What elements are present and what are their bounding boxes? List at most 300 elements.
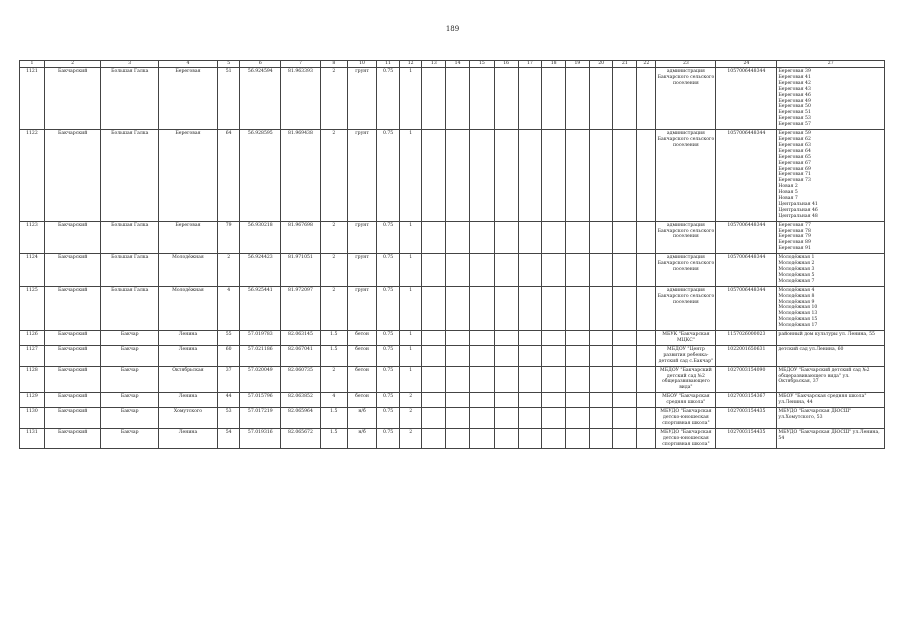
cell-house: 51 — [217, 68, 240, 130]
cell-empty — [494, 408, 518, 429]
cell-empty — [469, 286, 494, 330]
cell-empty — [542, 254, 566, 287]
cell-house: 79 — [217, 221, 240, 254]
cell-empty — [469, 345, 494, 366]
cell-ogrn: 1057006448344 — [716, 130, 777, 222]
header-cell: 20 — [589, 61, 613, 68]
cell-empty — [469, 428, 494, 449]
cell-district: Бакчарский — [44, 428, 101, 449]
cell-col-11: 0.75 — [377, 428, 400, 449]
table-row — [20, 286, 885, 330]
header-cell: 23 — [656, 61, 716, 68]
cell-empty — [494, 221, 518, 254]
cell-empty — [637, 130, 656, 222]
cell-surface: грунт — [347, 130, 376, 222]
cell-empty — [589, 254, 613, 287]
header-cell: 3 — [101, 61, 159, 68]
table-row — [20, 130, 885, 222]
cell-district: Бакчарский — [44, 393, 101, 408]
cell-col-11: 0.75 — [377, 68, 400, 130]
cell-addresses: районный дом культуры ул. Ленина, 55 — [777, 331, 885, 346]
cell-settlement: Большая Галка — [101, 254, 159, 287]
cell-longitude: 81.971051 — [281, 254, 321, 287]
cell-empty — [469, 221, 494, 254]
cell-empty — [494, 366, 518, 393]
cell-width: 2 — [320, 68, 347, 130]
cell-street: Молодёжная — [159, 254, 218, 287]
cell-empty — [446, 393, 470, 408]
cell-district: Бакчарский — [44, 408, 101, 429]
header-cell: 24 — [716, 61, 777, 68]
cell-empty — [637, 428, 656, 449]
cell-empty — [637, 68, 656, 130]
cell-settlement: Бакчар — [101, 331, 159, 346]
header-cell: 15 — [469, 61, 494, 68]
cell-number: 1128 — [20, 366, 45, 393]
cell-district: Бакчарский — [44, 345, 101, 366]
cell-house: 37 — [217, 366, 240, 393]
cell-empty — [542, 345, 566, 366]
cell-empty — [589, 331, 613, 346]
cell-latitude: 56.930218 — [240, 221, 281, 254]
cell-ogrn: 1027003154090 — [716, 366, 777, 393]
table-row — [20, 408, 885, 429]
cell-settlement: Бакчар — [101, 408, 159, 429]
cell-street: Береговая — [159, 68, 218, 130]
cell-empty — [589, 393, 613, 408]
cell-empty — [566, 331, 590, 346]
cell-empty — [637, 221, 656, 254]
cell-empty — [422, 254, 446, 287]
table-row — [20, 221, 885, 254]
cell-longitude: 82.063145 — [281, 331, 321, 346]
header-cell: 11 — [377, 61, 400, 68]
cell-col-12: 2 — [399, 408, 422, 429]
header-cell: 12 — [399, 61, 422, 68]
cell-empty — [566, 286, 590, 330]
table-row — [20, 345, 885, 366]
cell-col-12: 1 — [399, 345, 422, 366]
cell-ogrn: 1157026000023 — [716, 331, 777, 346]
cell-empty — [446, 428, 470, 449]
cell-surface: бетон — [347, 345, 376, 366]
cell-surface: бетон — [347, 393, 376, 408]
cell-owner: МБУДО "Бакчарская детско-юношеская спортивная школа" — [656, 428, 716, 449]
cell-width: 1.5 — [320, 331, 347, 346]
cell-empty — [494, 68, 518, 130]
header-cell: 17 — [518, 61, 542, 68]
cell-col-11: 0.75 — [377, 254, 400, 287]
cell-house: 2 — [217, 254, 240, 287]
cell-surface: грунт — [347, 286, 376, 330]
cell-empty — [518, 68, 542, 130]
cell-empty — [518, 286, 542, 330]
cell-street: Береговая — [159, 130, 218, 222]
cell-col-11: 0.75 — [377, 130, 400, 222]
cell-empty — [542, 408, 566, 429]
header-cell: 8 — [320, 61, 347, 68]
cell-addresses: Молодёжная 1 Молодёжная 2 Молодёжная 3 Молодёжная 5 Молодёжная 7 — [777, 254, 885, 287]
cell-empty — [542, 331, 566, 346]
cell-empty — [589, 130, 613, 222]
cell-empty — [518, 130, 542, 222]
cell-empty — [494, 345, 518, 366]
cell-latitude: 57.019316 — [240, 428, 281, 449]
cell-empty — [589, 221, 613, 254]
cell-ogrn: 1057006448344 — [716, 221, 777, 254]
header-row — [20, 61, 885, 68]
cell-empty — [494, 393, 518, 408]
cell-empty — [613, 254, 637, 287]
cell-street: Ленина — [159, 345, 218, 366]
cell-number: 1122 — [20, 130, 45, 222]
cell-longitude: 81.972097 — [281, 286, 321, 330]
cell-empty — [542, 286, 566, 330]
cell-width: 2 — [320, 366, 347, 393]
cell-number: 1123 — [20, 221, 45, 254]
cell-empty — [446, 345, 470, 366]
cell-number: 1121 — [20, 68, 45, 130]
cell-owner: администрация Бакчарского сельского поселения — [656, 286, 716, 330]
cell-street: Хомутского — [159, 408, 218, 429]
cell-width: 1.5 — [320, 428, 347, 449]
cell-empty — [518, 393, 542, 408]
cell-addresses: детский сад ул.Ленина, 60 — [777, 345, 885, 366]
table-row — [20, 393, 885, 408]
cell-empty — [494, 130, 518, 222]
cell-empty — [422, 428, 446, 449]
cell-settlement: Большая Галка — [101, 130, 159, 222]
cell-number: 1124 — [20, 254, 45, 287]
cell-owner: администрация Бакчарского сельского поселения — [656, 130, 716, 222]
cell-empty — [469, 393, 494, 408]
cell-house: 60 — [217, 345, 240, 366]
cell-district: Бакчарский — [44, 366, 101, 393]
cell-empty — [589, 408, 613, 429]
cell-settlement: Бакчар — [101, 366, 159, 393]
cell-owner: МБУДО "Бакчарская детско-юношеская спортивная школа" — [656, 408, 716, 429]
cell-owner: администрация Бакчарского сельского поселения — [656, 221, 716, 254]
cell-owner: администрация Бакчарского сельского поселения — [656, 254, 716, 287]
cell-settlement: Большая Галка — [101, 221, 159, 254]
cell-width: 2 — [320, 221, 347, 254]
cell-empty — [566, 408, 590, 429]
registry-table — [19, 60, 885, 449]
cell-empty — [422, 366, 446, 393]
cell-empty — [566, 221, 590, 254]
cell-empty — [422, 331, 446, 346]
cell-empty — [613, 331, 637, 346]
cell-street: Ленина — [159, 428, 218, 449]
cell-longitude: 82.065964 — [281, 408, 321, 429]
cell-empty — [422, 286, 446, 330]
cell-surface: н/б — [347, 408, 376, 429]
header-cell: 21 — [613, 61, 637, 68]
cell-street: Октябрьская — [159, 366, 218, 393]
cell-settlement: Бакчар — [101, 428, 159, 449]
cell-empty — [566, 366, 590, 393]
header-cell: 27 — [777, 61, 885, 68]
cell-owner: МБУК "Бакчарская МЦКС" — [656, 331, 716, 346]
cell-col-11: 0.75 — [377, 345, 400, 366]
cell-house: 64 — [217, 130, 240, 222]
cell-surface: грунт — [347, 221, 376, 254]
cell-district: Бакчарский — [44, 68, 101, 130]
cell-addresses: Молодёжная 4 Молодёжная 8 Молодёжная 9 Молодёжная 10 Молодёжная 13 Молодёжная 15 Молодёжная 17 — [777, 286, 885, 330]
cell-surface: грунт — [347, 254, 376, 287]
cell-empty — [566, 393, 590, 408]
cell-addresses: МБДОУ "Бакчарский детский сад №2 общеразвивающего вида" ул. Октябрьская, 37 — [777, 366, 885, 393]
cell-empty — [613, 393, 637, 408]
cell-empty — [446, 331, 470, 346]
cell-empty — [589, 366, 613, 393]
cell-longitude: 82.067041 — [281, 345, 321, 366]
cell-empty — [469, 130, 494, 222]
cell-ogrn: 1057006448344 — [716, 286, 777, 330]
cell-empty — [446, 221, 470, 254]
cell-empty — [494, 428, 518, 449]
cell-surface: грунт — [347, 68, 376, 130]
cell-settlement: Большая Галка — [101, 286, 159, 330]
cell-empty — [469, 366, 494, 393]
cell-empty — [446, 408, 470, 429]
cell-width: 1.5 — [320, 408, 347, 429]
cell-ogrn: 1057006448344 — [716, 68, 777, 130]
cell-empty — [518, 408, 542, 429]
cell-col-12: 1 — [399, 221, 422, 254]
cell-empty — [589, 428, 613, 449]
cell-ogrn: 1027003154435 — [716, 408, 777, 429]
cell-street: Ленина — [159, 393, 218, 408]
cell-empty — [566, 345, 590, 366]
cell-empty — [589, 68, 613, 130]
table-row — [20, 428, 885, 449]
table-row — [20, 366, 885, 393]
cell-empty — [494, 331, 518, 346]
table-row — [20, 254, 885, 287]
cell-empty — [542, 366, 566, 393]
cell-empty — [422, 408, 446, 429]
cell-empty — [637, 408, 656, 429]
cell-empty — [469, 331, 494, 346]
cell-empty — [422, 221, 446, 254]
cell-col-12: 2 — [399, 428, 422, 449]
cell-empty — [637, 254, 656, 287]
cell-house: 4 — [217, 286, 240, 330]
cell-col-11: 0.75 — [377, 221, 400, 254]
header-cell: 13 — [422, 61, 446, 68]
cell-empty — [422, 68, 446, 130]
cell-empty — [469, 408, 494, 429]
cell-col-11: 0.75 — [377, 331, 400, 346]
cell-width: 2 — [320, 130, 347, 222]
cell-empty — [542, 68, 566, 130]
cell-width: 2 — [320, 286, 347, 330]
cell-longitude: 82.060735 — [281, 366, 321, 393]
cell-street: Ленина — [159, 331, 218, 346]
cell-empty — [542, 130, 566, 222]
header-cell: 10 — [347, 61, 376, 68]
cell-empty — [613, 130, 637, 222]
cell-empty — [637, 331, 656, 346]
header-cell: 4 — [159, 61, 218, 68]
cell-latitude: 56.924423 — [240, 254, 281, 287]
cell-empty — [446, 366, 470, 393]
cell-ogrn: 1027003154367 — [716, 393, 777, 408]
header-cell: 6 — [240, 61, 281, 68]
cell-col-11: 0.75 — [377, 393, 400, 408]
cell-ogrn: 1057006448344 — [716, 254, 777, 287]
cell-longitude: 82.065672 — [281, 428, 321, 449]
cell-owner: МБДОУ "Бакчарский детский сад №2 общеразвивающего вида" — [656, 366, 716, 393]
cell-col-12: 1 — [399, 286, 422, 330]
cell-empty — [422, 130, 446, 222]
cell-empty — [542, 428, 566, 449]
cell-latitude: 57.019783 — [240, 331, 281, 346]
cell-addresses: Береговая 77 Береговая 78 Береговая 79 Береговая 89 Береговая 91 — [777, 221, 885, 254]
cell-longitude: 81.963393 — [281, 68, 321, 130]
cell-empty — [566, 428, 590, 449]
cell-house: 53 — [217, 408, 240, 429]
header-cell: 19 — [566, 61, 590, 68]
cell-empty — [566, 254, 590, 287]
cell-empty — [637, 345, 656, 366]
cell-ogrn: 1022001650631 — [716, 345, 777, 366]
cell-empty — [637, 393, 656, 408]
cell-surface: бетон — [347, 366, 376, 393]
cell-col-11: 0.75 — [377, 366, 400, 393]
cell-surface: н/б — [347, 428, 376, 449]
page-number: 189 — [445, 25, 460, 33]
header-cell: 1 — [20, 61, 45, 68]
cell-empty — [446, 68, 470, 130]
cell-empty — [613, 345, 637, 366]
cell-empty — [518, 331, 542, 346]
cell-empty — [542, 393, 566, 408]
cell-latitude: 56.924594 — [240, 68, 281, 130]
cell-district: Бакчарский — [44, 130, 101, 222]
cell-empty — [613, 408, 637, 429]
cell-number: 1130 — [20, 408, 45, 429]
cell-empty — [518, 221, 542, 254]
cell-empty — [613, 366, 637, 393]
cell-district: Бакчарский — [44, 286, 101, 330]
cell-surface: бетон — [347, 331, 376, 346]
cell-empty — [518, 428, 542, 449]
header-cell: 14 — [446, 61, 470, 68]
cell-empty — [589, 286, 613, 330]
cell-street: Береговая — [159, 221, 218, 254]
cell-addresses: Береговая 39 Береговая 41 Береговая 42 Береговая 43 Береговая 46 Береговая 49 Береговая 50 Береговая 51 Береговая 53 Береговая 57 — [777, 68, 885, 130]
cell-empty — [518, 366, 542, 393]
cell-longitude: 81.969438 — [281, 130, 321, 222]
cell-district: Бакчарский — [44, 254, 101, 287]
cell-empty — [422, 345, 446, 366]
cell-owner: МБОУ "Бакчарская средняя школа" — [656, 393, 716, 408]
cell-number: 1129 — [20, 393, 45, 408]
cell-district: Бакчарский — [44, 221, 101, 254]
cell-empty — [566, 130, 590, 222]
cell-empty — [518, 254, 542, 287]
cell-number: 1125 — [20, 286, 45, 330]
header-cell: 18 — [542, 61, 566, 68]
cell-empty — [518, 345, 542, 366]
cell-width: 4 — [320, 393, 347, 408]
cell-col-11: 0.75 — [377, 286, 400, 330]
cell-longitude: 82.063852 — [281, 393, 321, 408]
cell-empty — [613, 428, 637, 449]
cell-settlement: Большая Галка — [101, 68, 159, 130]
cell-addresses: МБОУ "Бакчарская средняя школа" ул.Ленина, 44 — [777, 393, 885, 408]
cell-col-11: 0.75 — [377, 408, 400, 429]
cell-empty — [494, 254, 518, 287]
cell-empty — [542, 221, 566, 254]
cell-col-12: 1 — [399, 331, 422, 346]
header-cell: 16 — [494, 61, 518, 68]
cell-empty — [422, 393, 446, 408]
cell-street: Молодёжная — [159, 286, 218, 330]
cell-empty — [637, 366, 656, 393]
cell-empty — [613, 221, 637, 254]
cell-col-12: 1 — [399, 130, 422, 222]
cell-latitude: 56.928595 — [240, 130, 281, 222]
cell-settlement: Бакчар — [101, 345, 159, 366]
cell-house: 55 — [217, 331, 240, 346]
cell-col-12: 1 — [399, 68, 422, 130]
cell-number: 1126 — [20, 331, 45, 346]
cell-latitude: 57.020049 — [240, 366, 281, 393]
cell-settlement: Бакчар — [101, 393, 159, 408]
cell-empty — [637, 286, 656, 330]
cell-empty — [469, 68, 494, 130]
cell-col-12: 2 — [399, 393, 422, 408]
header-cell: 22 — [637, 61, 656, 68]
cell-latitude: 57.015796 — [240, 393, 281, 408]
cell-empty — [446, 130, 470, 222]
cell-col-12: 1 — [399, 254, 422, 287]
cell-col-12: 1 — [399, 366, 422, 393]
cell-number: 1127 — [20, 345, 45, 366]
cell-empty — [566, 68, 590, 130]
cell-empty — [469, 254, 494, 287]
cell-empty — [494, 286, 518, 330]
cell-ogrn: 1027003154435 — [716, 428, 777, 449]
header-cell: 5 — [217, 61, 240, 68]
header-cell: 7 — [281, 61, 321, 68]
cell-empty — [446, 254, 470, 287]
cell-addresses: МБУДО "Бакчарская ДЮСШ" ул.Хомутского, 53 — [777, 408, 885, 429]
cell-house: 54 — [217, 428, 240, 449]
cell-number: 1131 — [20, 428, 45, 449]
cell-addresses: Береговая 59 Береговая 62 Береговая 63 Береговая 64 Береговая 65 Береговая 67 Береговая 69 Береговая 71 Береговая 73 Новая 2 Новая 5 Новая 7 Центральная 41 Центральная 46 Центральная 48 — [777, 130, 885, 222]
cell-latitude: 57.021186 — [240, 345, 281, 366]
cell-addresses: МБУДО "Бакчарская ДЮСШ" ул.Ленина, 54 — [777, 428, 885, 449]
cell-width: 1.5 — [320, 345, 347, 366]
cell-empty — [613, 68, 637, 130]
cell-empty — [589, 345, 613, 366]
table-row — [20, 68, 885, 130]
cell-empty — [613, 286, 637, 330]
cell-owner: МБДОУ "Центр развития ребенка-детский сад с.Бакчар" — [656, 345, 716, 366]
cell-latitude: 56.925441 — [240, 286, 281, 330]
cell-latitude: 57.017219 — [240, 408, 281, 429]
cell-district: Бакчарский — [44, 331, 101, 346]
cell-width: 2 — [320, 254, 347, 287]
cell-house: 44 — [217, 393, 240, 408]
header-cell: 2 — [44, 61, 101, 68]
cell-empty — [446, 286, 470, 330]
cell-longitude: 81.967698 — [281, 221, 321, 254]
